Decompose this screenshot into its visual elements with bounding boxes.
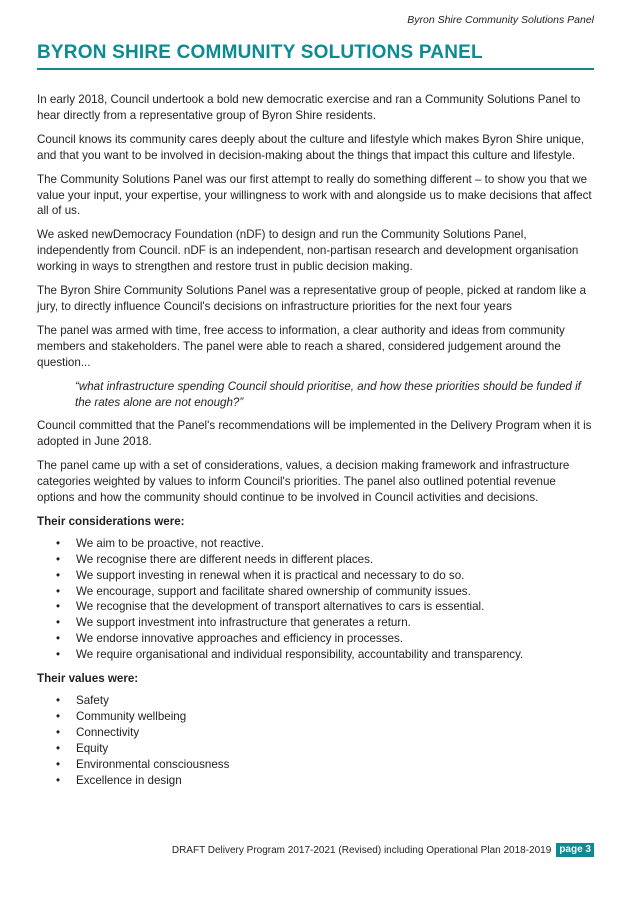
bullet-icon: • (56, 632, 61, 646)
bullet-icon: • (56, 568, 61, 582)
list-item-text: We support investing in renewal when it is practical and necessary to do so. (76, 568, 465, 582)
list-item-text: Equity (76, 741, 109, 755)
paragraph-commitment: Council committed that the Panel's recommendations will be implemented in the Delivery Program when it is adopted in June 2018. (37, 419, 592, 449)
list-item (56, 536, 594, 552)
list-item-text: Safety (76, 694, 109, 707)
list-item (56, 615, 594, 631)
paragraph-outcomes: The panel came up with a set of considerations, values, a decision making framework and infrastructure categories weighted by values to inform Council's priorities. The panel also outlined potential revenue options and how the community should continue to be involved in Council activities and decisions. (37, 459, 570, 505)
bullet-icon: • (56, 552, 61, 566)
paragraph-ndf: We asked newDemocracy Foundation (nDF) to design and run the Community Solutions Panel, independently from Council. nDF is an independent, non-partisan research and development organisation working in ways to strengthen and restore trust in public decision making. (37, 228, 579, 274)
list-item (56, 584, 594, 600)
paragraph-culture: Council knows its community cares deeply about the culture and lifestyle which makes Byron Shire unique, and that you want to be involved in decision-making about the things that impact this culture and lifestyle. (37, 132, 585, 162)
list-item (56, 599, 594, 615)
list-item (56, 647, 594, 663)
list-item-text: Environmental consciousness (76, 757, 230, 771)
bullet-icon: • (56, 741, 61, 755)
bullet-icon: • (56, 648, 61, 662)
bullet-icon: • (56, 616, 61, 630)
list-item-text: We aim to be proactive, not reactive. (76, 536, 264, 550)
list-item (56, 552, 594, 568)
paragraph-intro: In early 2018, Council undertook a bold new democratic exercise and ran a Community Solutions Panel to hear directly from a representative group of Byron Shire residents. (37, 93, 581, 122)
list-item (56, 693, 594, 709)
list-item (56, 568, 594, 584)
list-item (56, 725, 594, 741)
bullet-icon: • (56, 709, 61, 723)
footer-text: DRAFT Delivery Program 2017-2021 (Revised) including Operational Plan 2018-2019 (171, 844, 552, 856)
list-item-text: Excellence in design (76, 773, 182, 787)
list-item-text: We support investment into infrastructure that generates a return. (76, 616, 411, 630)
list-item-text: We endorse innovative approaches and efficiency in processes. (76, 632, 403, 646)
bullet-icon: • (56, 536, 61, 550)
page-footer (172, 843, 594, 857)
list-item (56, 773, 594, 789)
list-item (56, 709, 594, 725)
values-heading: Their values were: (37, 672, 139, 686)
paragraph-jury: The Byron Shire Community Solutions Panel was a representative group of people, picked at random like a jury, to directly influence Council's decisions on infrastructure priorities for the next four years (37, 284, 587, 313)
list-item-text: We require organisational and individual responsibility, accountability and transparency. (76, 648, 524, 662)
list-item-text: Connectivity (76, 725, 140, 739)
bullet-icon: • (56, 600, 61, 614)
paragraph-first-attempt: The Community Solutions Panel was our first attempt to really do something different – to show you that we value your input, your expertise, your willingness to work with and alongside us to make decisions that affect all of us. (37, 172, 592, 218)
list-item-text: We encourage, support and facilitate shared ownership of community issues. (76, 584, 471, 598)
panel-question-quote: “what infrastructure spending Council should prioritise, and how these priorities should be funded if the rates alone are not enough?” (75, 379, 581, 409)
bullet-icon: • (56, 773, 61, 787)
list-item-text: We recognise there are different needs in different places. (76, 552, 374, 566)
paragraph-question: The panel was armed with time, free access to information, a clear authority and ideas from community members and stakeholders. The panel were able to reach a shared, considered judgement around the question... (37, 323, 565, 369)
bullet-icon: • (56, 757, 61, 771)
list-item (56, 757, 594, 773)
considerations-list (37, 536, 594, 663)
list-item-text: We recognise that the development of transport alternatives to cars is essential. (76, 600, 485, 614)
page-title: BYRON SHIRE COMMUNITY SOLUTIONS PANEL (37, 42, 594, 70)
bullet-icon: • (56, 694, 61, 707)
running-header: Byron Shire Community Solutions Panel (407, 14, 594, 26)
values-list (37, 693, 594, 788)
considerations-heading: Their considerations were: (37, 514, 185, 528)
bullet-icon: • (56, 725, 61, 739)
list-item (56, 631, 594, 647)
bullet-icon: • (56, 584, 61, 598)
document-body (37, 92, 594, 796)
list-item-text: Community wellbeing (76, 709, 187, 723)
list-item (56, 741, 594, 757)
page-number-badge: page 3 (556, 843, 594, 857)
